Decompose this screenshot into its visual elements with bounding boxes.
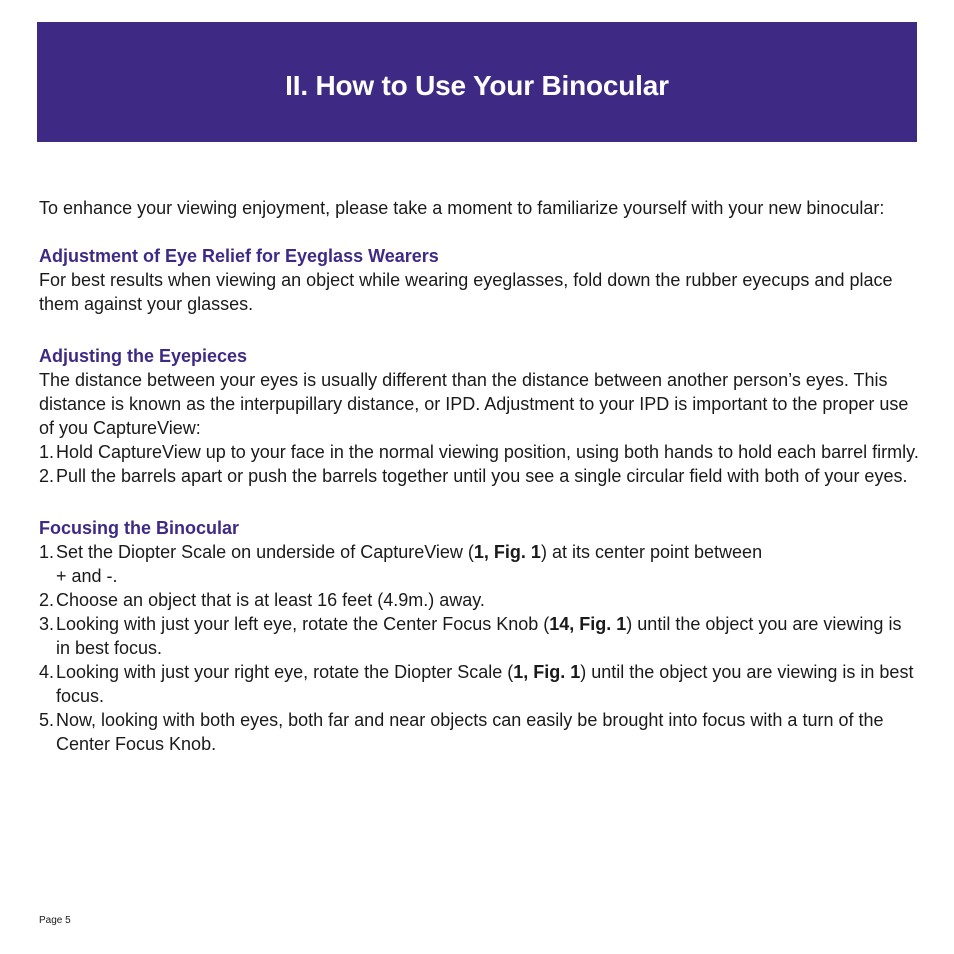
step-text: Choose an object that is at least 16 feet (4.9m.) away. bbox=[56, 590, 485, 610]
page-title: II. How to Use Your Binocular bbox=[285, 70, 669, 101]
step-text: Looking with just your left eye, rotate the Center Focus Knob ( bbox=[56, 614, 550, 634]
step-text: ) at its center point between bbox=[540, 542, 763, 562]
step-number: 1. bbox=[39, 542, 55, 562]
step-number: 1. bbox=[39, 442, 55, 462]
step-text: Looking with just your right eye, rotate the Diopter Scale ( bbox=[56, 662, 514, 682]
list-item bbox=[39, 588, 919, 612]
intro-paragraph: To enhance your viewing enjoyment, please take a moment to familiarize yourself with your new binocular: bbox=[39, 198, 885, 218]
figure-reference: 14, Fig. 1 bbox=[549, 614, 627, 634]
list-item bbox=[39, 612, 919, 660]
main-content bbox=[39, 196, 919, 756]
page-number: Page 5 bbox=[39, 915, 71, 926]
step-number: 4. bbox=[39, 662, 55, 682]
step-number: 3. bbox=[39, 614, 55, 634]
section-heading-focusing: Focusing the Binocular bbox=[39, 518, 240, 538]
step-number: 5. bbox=[39, 710, 55, 730]
eyepieces-steps bbox=[39, 440, 919, 488]
step-number: 2. bbox=[39, 466, 55, 486]
figure-reference: 1, Fig. 1 bbox=[473, 542, 541, 562]
list-item bbox=[39, 540, 919, 588]
step-text: Pull the barrels apart or push the barrels together until you see a single circular field with both of your eyes. bbox=[56, 466, 908, 486]
step-text: ) until the object you are viewing is in best focus. bbox=[56, 614, 902, 658]
step-text: + and -. bbox=[56, 566, 118, 586]
list-item bbox=[39, 464, 919, 488]
step-text: Now, looking with both eyes, both far and near objects can easily be brought into focus with a turn of the Center Focus Knob. bbox=[56, 710, 884, 754]
list-item bbox=[39, 440, 919, 464]
section-body-eyepieces: The distance between your eyes is usually different than the distance between another person’s eyes. This distance is known as the interpupillary distance, or IPD. Adjustment to your IPD is important to the proper use of you CaptureView: bbox=[39, 370, 909, 438]
section-body-eye-relief: For best results when viewing an object while wearing eyeglasses, fold down the rubber eyecups and place them against your glasses. bbox=[39, 270, 893, 314]
step-text: Set the Diopter Scale on underside of CaptureView ( bbox=[56, 542, 474, 562]
focusing-steps bbox=[39, 540, 919, 756]
list-item bbox=[39, 660, 919, 708]
section-heading-eye-relief: Adjustment of Eye Relief for Eyeglass Wearers bbox=[39, 246, 439, 266]
figure-reference: 1, Fig. 1 bbox=[513, 662, 581, 682]
section-heading-eyepieces: Adjusting the Eyepieces bbox=[39, 346, 248, 366]
step-text: Hold CaptureView up to your face in the normal viewing position, using both hands to hold each barrel firmly. bbox=[56, 442, 919, 462]
title-banner bbox=[37, 22, 917, 142]
step-text: ) until the object you are viewing is in best focus. bbox=[56, 662, 914, 706]
list-item bbox=[39, 708, 919, 756]
step-number: 2. bbox=[39, 590, 55, 610]
